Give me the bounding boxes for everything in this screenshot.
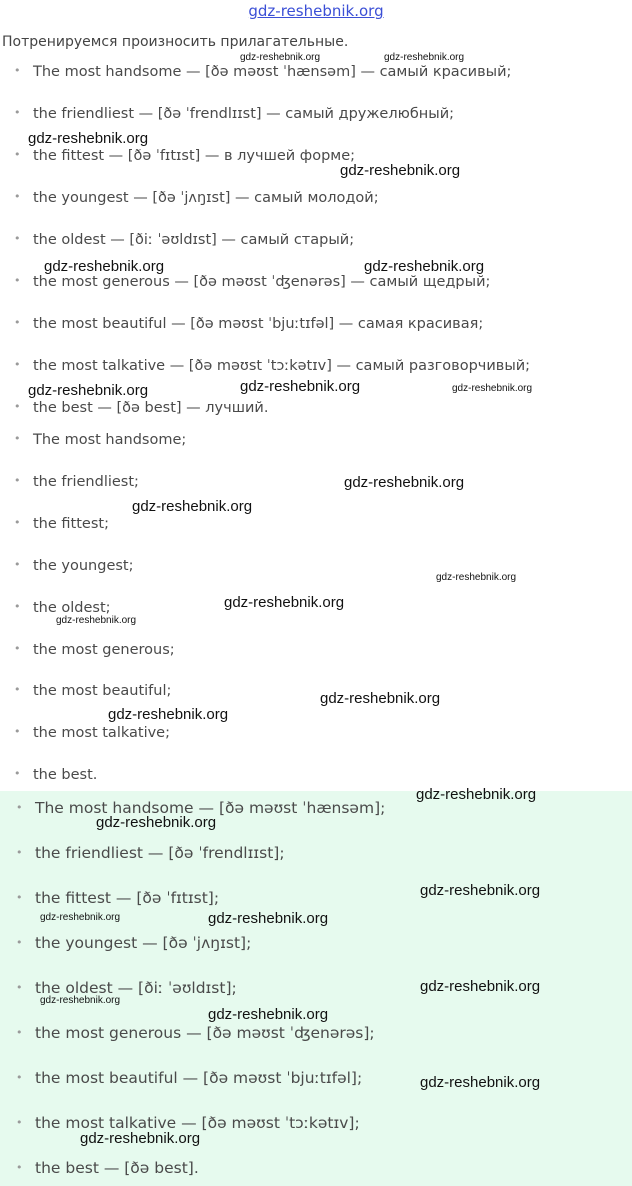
list-item-text: the friendliest — [ðə ˈfrendlɪɪst]; [35, 844, 285, 862]
list-item-text: the most talkative — [ðə məʊst ˈtɔːkətɪv] — самый разговорчивый; [33, 358, 531, 374]
watermark: gdz-reshebnik.org [44, 258, 165, 275]
list-item [14, 148, 355, 164]
list-item [14, 358, 530, 374]
watermark: gdz-reshebnik.org [108, 706, 229, 723]
bullet-icon: • [16, 981, 23, 994]
list-item [14, 190, 379, 206]
list-item-text: the most generous; [33, 642, 175, 658]
watermark: gdz-reshebnik.org [340, 162, 461, 179]
bullet-icon: • [16, 891, 23, 904]
list-item [14, 474, 139, 490]
bullet-icon: • [16, 1161, 23, 1174]
list-item-text: The most handsome; [33, 432, 187, 448]
watermark: gdz-reshebnik.org [240, 52, 321, 63]
watermark: gdz-reshebnik.org [436, 572, 517, 583]
list-item [16, 1159, 199, 1177]
list-item [16, 844, 285, 862]
watermark: gdz-reshebnik.org [384, 52, 465, 63]
watermark: gdz-reshebnik.org [240, 378, 361, 395]
list-item [14, 558, 134, 574]
list-item [16, 1069, 362, 1087]
bullet-icon: • [16, 1116, 23, 1129]
watermark: gdz-reshebnik.org [80, 1130, 201, 1147]
list-item-text: the youngest — [ðə ˈjʌŋɪst]; [35, 934, 252, 952]
bullet-icon: • [14, 400, 21, 413]
list-item-text: the fittest; [33, 516, 109, 532]
list-item-text: the most beautiful — [ðə məʊst ˈbjuːtɪfəl]; [35, 1069, 363, 1087]
bullet-icon: • [14, 683, 21, 696]
list-item-text: the most generous — [ðə məʊst ˈʤenərəs] — самый щедрый; [33, 274, 491, 290]
list-item-text: the fittest — [ðə ˈfɪtɪst] — в лучшей форме; [33, 148, 356, 164]
watermark: gdz-reshebnik.org [320, 690, 441, 707]
bullet-icon: • [16, 846, 23, 859]
bullet-icon: • [14, 600, 21, 613]
watermark: gdz-reshebnik.org [132, 498, 253, 515]
list-item-text: the most beautiful — [ðə məʊst ˈbjuːtɪfəl] — самая красивая; [33, 316, 484, 332]
list-item-text: the most talkative — [ðə məʊst ˈtɔːkətɪv]; [35, 1114, 360, 1132]
list-item [14, 516, 109, 532]
list-item-text: the oldest; [33, 600, 111, 616]
list-item-text: the most generous — [ðə məʊst ˈʤenərəs]; [35, 1024, 375, 1042]
list-item [14, 64, 511, 80]
list-item [16, 1024, 375, 1042]
watermark: gdz-reshebnik.org [40, 995, 121, 1006]
list-item-text: the oldest — [ðiː ˈəʊldɪst] — самый старый; [33, 232, 355, 248]
list-item-text: the youngest; [33, 558, 134, 574]
bullet-icon: • [14, 106, 21, 119]
bullet-icon: • [14, 725, 21, 738]
watermark: gdz-reshebnik.org [364, 258, 485, 275]
list-item-text: The most handsome — [ðə məʊst ˈhænsəm]; [35, 799, 386, 817]
list-item-text: the friendliest — [ðə ˈfrendlɪɪst] — самый дружелюбный; [33, 106, 455, 122]
watermark: gdz-reshebnik.org [420, 882, 541, 899]
list-item [16, 889, 219, 907]
bullet-icon: • [16, 936, 23, 949]
watermark: gdz-reshebnik.org [452, 383, 533, 394]
watermark: gdz-reshebnik.org [208, 910, 329, 927]
bullet-icon: • [14, 316, 21, 329]
bullet-icon: • [16, 1071, 23, 1084]
watermark: gdz-reshebnik.org [96, 814, 217, 831]
list-item [14, 642, 175, 658]
bullet-icon: • [14, 474, 21, 487]
watermark: gdz-reshebnik.org [28, 130, 149, 147]
list-item-text: the most beautiful; [33, 683, 172, 699]
bullet-icon: • [14, 767, 21, 780]
list-item-text: the friendliest; [33, 474, 139, 490]
list-item [16, 934, 251, 952]
list-item-text: the most talkative; [33, 725, 170, 741]
list-item [14, 106, 454, 122]
list-item-text: the youngest — [ðə ˈjʌŋɪst] — самый молодой; [33, 190, 379, 206]
watermark: gdz-reshebnik.org [416, 786, 537, 803]
list-item [14, 725, 170, 741]
list-item [14, 600, 111, 616]
list-item [14, 683, 171, 699]
list-item [14, 432, 186, 448]
intro-text: Потренируемся произносить прилагательные. [2, 34, 349, 50]
watermark: gdz-reshebnik.org [344, 474, 465, 491]
list-item [14, 400, 268, 416]
list-item-text: the fittest — [ðə ˈfɪtɪst]; [35, 889, 220, 907]
bullet-icon: • [14, 232, 21, 245]
watermark: gdz-reshebnik.org [224, 594, 345, 611]
bullet-icon: • [14, 358, 21, 371]
bullet-icon: • [16, 801, 23, 814]
bullet-icon: • [14, 642, 21, 655]
list-item [14, 274, 490, 290]
bullet-icon: • [14, 558, 21, 571]
site-title-link[interactable]: gdz-reshebnik.org [248, 2, 384, 20]
list-item-text: the best — [ðə best]. [35, 1159, 199, 1177]
list-item [14, 316, 483, 332]
list-item-text: The most handsome — [ðə məʊst ˈhænsəm] — самый красивый; [33, 64, 512, 80]
list-item-text: the best. [33, 767, 98, 783]
watermark: gdz-reshebnik.org [420, 978, 541, 995]
bullet-icon: • [14, 432, 21, 445]
bullet-icon: • [14, 64, 21, 77]
list-item [14, 232, 354, 248]
bullet-icon: • [14, 190, 21, 203]
watermark: gdz-reshebnik.org [28, 382, 149, 399]
watermark: gdz-reshebnik.org [56, 615, 137, 626]
watermark: gdz-reshebnik.org [420, 1074, 541, 1091]
bullet-icon: • [14, 274, 21, 287]
watermark: gdz-reshebnik.org [208, 1006, 329, 1023]
list-item-text: the best — [ðə best] — лучший. [33, 400, 269, 416]
bullet-icon: • [14, 516, 21, 529]
list-item-text: the oldest — [ðiː ˈəʊldɪst]; [35, 979, 237, 997]
bullet-icon: • [16, 1026, 23, 1039]
bullet-icon: • [14, 148, 21, 161]
watermark: gdz-reshebnik.org [40, 912, 121, 923]
list-item [14, 767, 97, 783]
